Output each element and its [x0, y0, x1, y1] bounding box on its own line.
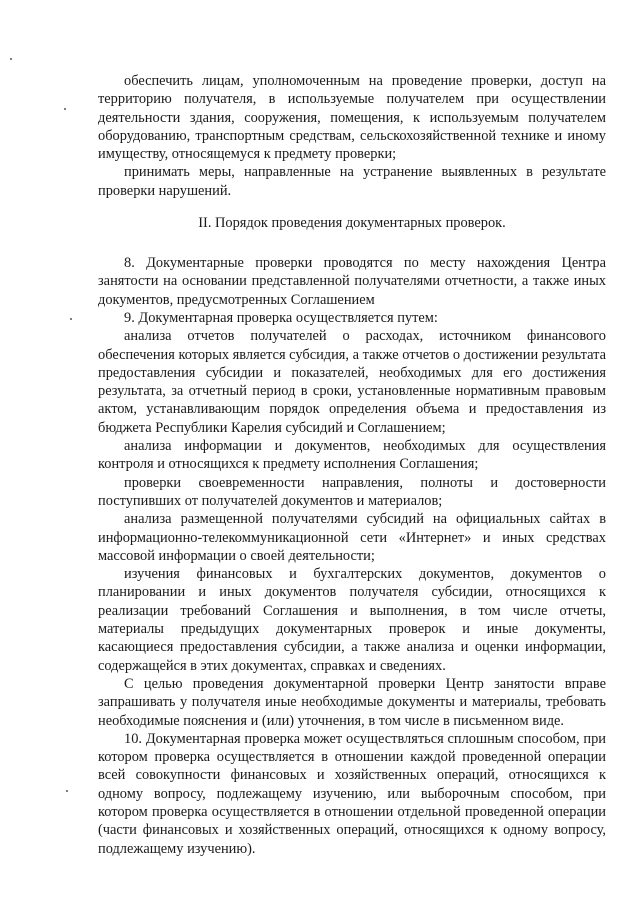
paragraph-financial-documents: изучения финансовых и бухгалтерских документов, документов о планировании и иных документов получателя субсидии, относящихся к реализации требований Соглашения и выполнения, в том числе отчеты, материалы предыдущих документарных проверок и иные документы, касающиеся предоставления субсидии, а также анализа и оценки информации, содержащейся в этих документах, справках и сведениях.: [98, 566, 606, 674]
paragraph-item-10: 10. Документарная проверка может осуществляться сплошным способом, при котором проверка осуществляется в отношении каждой проведенной операции всей совокупности финансовых и хозяйственных операций, относящихся к одному вопросу, подлежащему изучению, или выборочным способом, при котором проверка осуществляется в отношении отдельной проведенной операции (части финансовых и хозяйственных операций, относящихся к одному вопросу, подлежащему изучению).: [98, 730, 606, 857]
paragraph-analysis-reports: анализа отчетов получателей о расходах, источником финансового обеспечения которых является субсидия, а также отчетов о достижении результата предоставления субсидии и показателей, необходимых для его достижения результата, за отчетный период в сроки, установленные нормативным правовым актом, устанавливающим порядок определения объема и предоставления из бюджета Республики Карелия субсидий и Соглашением;: [98, 328, 606, 436]
scan-speck: [70, 318, 72, 320]
section-heading: II. Порядок проведения документарных проверок.: [198, 215, 506, 232]
paragraph-analysis-information: анализа информации и документов, необходимых для осуществления контроля и относящихся к предмету исполнения Соглашения;: [98, 438, 606, 473]
paragraph-access: обеспечить лицам, уполномоченным на проведение проверки, доступ на территорию получателя, в используемые получателем при осуществлении деятельности здания, сооружения, помещения, к используемым получателем оборудованию, транспортным средствам, сельскохозяйственной технике и иному имуществу, относящемуся к предмету проверки;: [98, 73, 606, 163]
paragraph-timeliness-check: проверки своевременности направления, полноты и достоверности поступивших от получателей документов и материалов;: [98, 474, 606, 509]
scan-speck: [10, 58, 12, 60]
scan-speck: [66, 790, 68, 792]
paragraph-item-9: 9. Документарная проверка осуществляется путем:: [124, 309, 438, 326]
paragraph-request-documents: С целью проведения документарной проверки Центр занятости вправе запрашивать у получателя иные необходимые документы и материалы, требовать необходимые пояснения и (или) уточнения, в том числе в письменном виде.: [98, 675, 606, 729]
paragraph-measures: принимать меры, направленные на устранение выявленных в результате проверки нарушений.: [98, 164, 606, 199]
paragraph-item-8: 8. Документарные проверки проводятся по месту нахождения Центра занятости на основании представленной получателями отчетности, а также иных документов, предусмотренных Соглашением: [98, 255, 606, 308]
paragraph-website-analysis: анализа размещенной получателями субсидий на официальных сайтах в информационно-телекоммуникационной сети «Интернет» и иных средствах массовой информации о своей деятельности;: [98, 511, 606, 564]
scan-speck: [64, 108, 66, 110]
